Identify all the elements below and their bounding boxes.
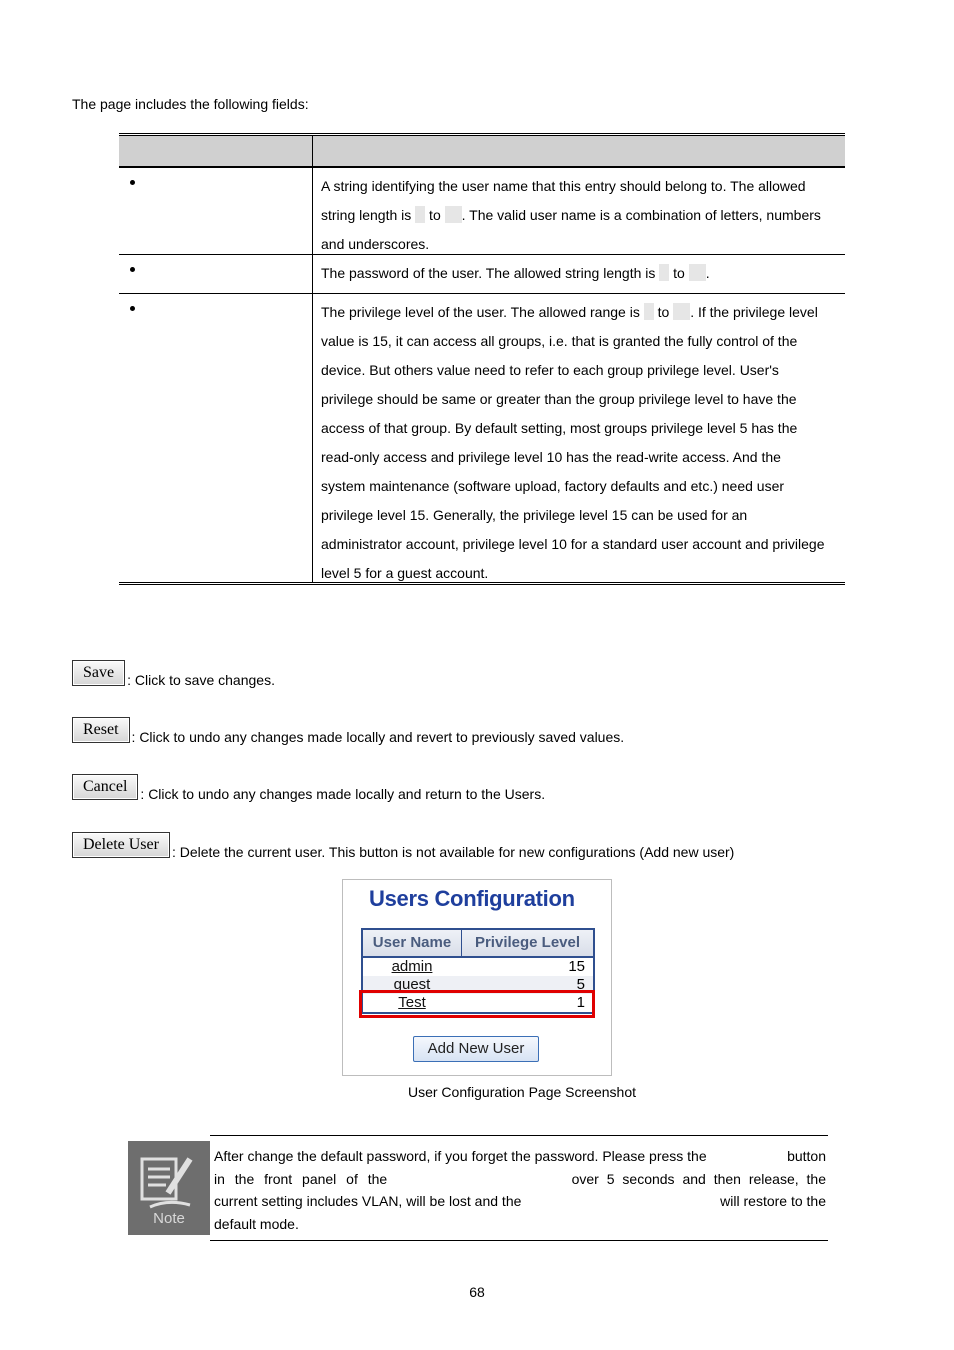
reset-description: Reset : Click to undo any changes made locally and revert to previously saved values. <box>72 717 624 743</box>
user-link-test[interactable]: Test <box>398 994 426 1011</box>
col-privilege-level: Privilege Level <box>474 934 581 951</box>
col-user-name: User Name <box>363 930 462 956</box>
highlight-box <box>359 990 595 1018</box>
intro-text: The page includes the following fields: <box>72 96 309 112</box>
table-row <box>119 167 845 254</box>
table-row <box>119 254 845 293</box>
bullet-icon <box>130 267 135 272</box>
users-config-screenshot <box>342 879 612 1076</box>
fields-table <box>119 133 845 585</box>
table-row: admin 15 <box>363 958 593 976</box>
save-description: Save : Click to save changes. <box>72 660 275 686</box>
delete-user-description: Delete User : Delete the current user. This button is not available for new configurations (Add new user) <box>72 832 734 858</box>
note-icon: Note <box>128 1141 210 1235</box>
user-link-admin[interactable]: admin <box>391 958 433 975</box>
field-description: The password of the user. The allowed string length is to . <box>321 265 710 281</box>
reset-button[interactable]: Reset <box>72 717 130 743</box>
bullet-icon <box>130 306 135 311</box>
note-text: After change the default password, if you forget the password. Please press the button in the front panel of the over 5 seconds and then release, the current setting includes VLAN, will be lost and the will restore to the default mode. <box>214 1148 826 1232</box>
add-new-user-button[interactable]: Add New User <box>413 1036 539 1062</box>
figure-caption: User Configuration Page Screenshot <box>407 1084 637 1100</box>
note-box <box>210 1135 828 1241</box>
screenshot-title: Users Configuration <box>369 886 575 911</box>
field-description: The privilege level of the user. The allowed range is to . If the privilege level value is 15, it can access all groups, i.e. that is granted the fully control of the device. But others value need to refer to each group privilege level. User's privilege should be same or greater than the group privilege level to have the access of that group. By default setting, most groups privilege level 5 has the read-only access and privilege level 10 has the read-write access. And the system maintenance (software upload, factory defaults and etc.) need user privilege level 15. Generally, the privilege level 15 can be used for an administrator account, privilege level 10 for a standard user account and privilege level 5 for a guest account. <box>321 304 825 581</box>
table-row <box>119 293 845 582</box>
field-description: A string identifying the user name that this entry should belong to. The allowed string length is to . The valid user name is a combination of letters, numbers and underscores. <box>321 178 821 252</box>
user-link-guest[interactable]: guest <box>393 976 431 993</box>
table-header <box>119 136 845 167</box>
table-row: guest 5 <box>363 976 593 994</box>
delete-user-button[interactable]: Delete User <box>72 832 170 858</box>
save-button[interactable]: Save <box>72 660 125 686</box>
cancel-button[interactable]: Cancel <box>72 774 138 800</box>
table-row: Test 1 <box>363 994 593 1012</box>
page-number: 68 <box>469 1284 485 1300</box>
bullet-icon <box>130 180 135 185</box>
cancel-description: Cancel : Click to undo any changes made locally and return to the Users. <box>72 774 545 800</box>
